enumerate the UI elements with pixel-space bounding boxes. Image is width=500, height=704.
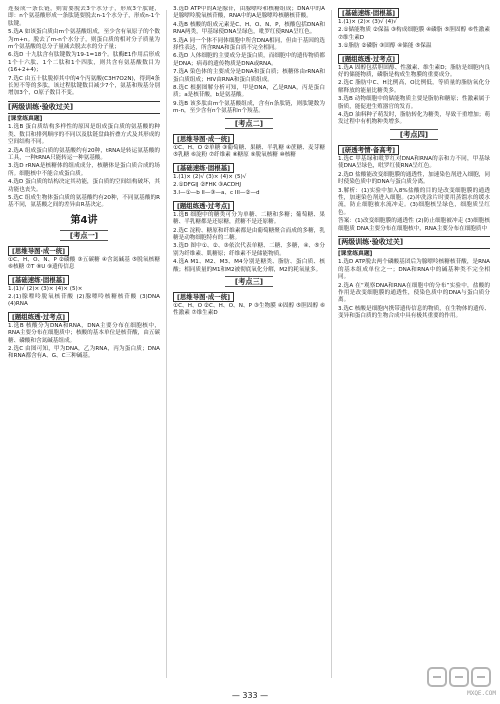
answer-paragraph: 1.选B 蛋白质结构多样性的原因是组成蛋白质的氨基酸的种类、数目和排列顺序的不同以及肽链盘曲折叠方式及其形成的空间结构不同。 — [8, 124, 160, 146]
lecture-title: 第4讲 — [70, 214, 98, 226]
answer-paragraph: 7.选C 由五十肽脱掉其中的4个丙氨酸(C3H7O2N)，得到4条长短不等的多肽，该过程肽键数目减少7个，氨基和羧基分别增加3个，O原子数目不变。 — [8, 75, 160, 97]
answer-paragraph: ①C、H、O、N、P ②磷酸 ③五碳糖 ④含氮碱基 ⑤脱氧核糖 ⑥核糖 ⑦T ⑧U ⑨遗传信息 — [8, 256, 160, 271]
answer-paragraph: 3.解析：(1)实验中加入8%盐酸的目的是改变细胞膜的通透性，加速染色剂进入细胞。(2)冲洗涂片时要用蒸馏水的缓水流，防止细胞被水流冲走。(3)细胞核呈绿色，细胞质呈红色。 — [338, 187, 490, 216]
answer-paragraph: 2.选C 由图可知，甲为DNA，乙为RNA，丙为蛋白质；DNA和RNA都含有A、G、C三种碱基。 — [8, 346, 160, 360]
answer-paragraph: 2.选A 组成蛋白质的氨基酸约有20种，tRNA是转运氨基酸的工具，一种tRNA只能转运一种氨基酸。 — [8, 147, 160, 161]
answer-paragraph: ①C、H、O ②C、H、O、N、P ③生物膜 ④固醇 ⑤胆固醇 ⑥性激素 ⑦维生素D — [173, 302, 325, 317]
answer-paragraph: 4.选B 核酸的组成元素是C、H、O、N、P，核酸包括DNA和RNA两类，甲基绿使DNA呈绿色，吡罗红使RNA呈红色。 — [173, 21, 325, 36]
box-heading: [思维导图·成一统] — [173, 292, 234, 302]
kaodian-heading — [8, 231, 160, 241]
answer-paragraph: 1.(1)× (2)√ (3)× (4)× (5)√ — [173, 173, 247, 180]
answer-paragraph: 2.选A 在“观察DNA和RNA在细胞中的分布”实验中，盐酸的作用是改变细胞膜的通透性，使染色质中的DNA与蛋白质分离。 — [338, 282, 490, 304]
answer-paragraph: 1.选B 细胞中的糖类可分为单糖、二糖和多糖；葡萄糖、果糖、半乳糖都是还原糖，蔗糖不是还原糖。 — [173, 211, 325, 226]
answer-paragraph: 5.选A 如该蛋白质由m个氨基酸组成，至少含有氧原子的个数为m+n。脱去了m-n个水分子，则蛋白质的相对分子质量为m个氨基酸的总分子量减去脱去水的分子量； — [8, 29, 160, 51]
answer-paragraph: 连接成一条长链，则需要脱去3个水分子，形成3个肽键，即：n个氨基酸形成一条肽链要脱去n-1个水分子，形成n-1个肽键。 — [8, 6, 160, 27]
box-heading: [基础速练·固根基] — [338, 8, 399, 18]
watermark-url: MXQE.COM — [467, 690, 496, 697]
kaodian-label: [考点四] — [390, 129, 438, 140]
answer-paragraph: 3.选D ATP中的A是腺苷，由腺嘌呤和核糖组成；DNA中的A是腺嘌呤脱氧核苷酸，RNA中的A是腺嘌呤核糖核苷酸。 — [173, 6, 325, 20]
answer-paragraph: 2.选C 淀粉、糖原和纤维素都是由葡萄糖聚合而成的多糖，乳糖是动物细胞特有的二糖。 — [173, 227, 325, 241]
answer-page — [8, 6, 492, 686]
answer-paragraph: 2.选D 盐酸能改变细胞膜的通透性，加速染色剂进入细胞，同时使染色质中的DNA与蛋白质分离。 — [338, 171, 490, 186]
answer-paragraph: 5.选A 同一个体不同体细胞中所含DNA相同，但由于基因的选择性表达，所含RNA和蛋白质不完全相同。 — [173, 37, 325, 52]
answer-paragraph: 3.选C 核酸是细胞内携带遗传信息的物质，在生物体的遗传、变异和蛋白质的生物合成中具有极其重要的作用。 — [338, 305, 490, 320]
box-heading: [研透考情·备高考] — [338, 145, 399, 155]
answer-paragraph: 8.选C 根据图解分析可知，甲是DNA，乙是RNA，丙是蛋白质；a是核苷酸，b是氨基酸。 — [173, 85, 325, 99]
kaodian-heading — [338, 130, 490, 140]
box-heading: [题组练透·过考点] — [173, 201, 234, 211]
answer-paragraph: 7.选A 染色体的主要成分是DNA和蛋白质；核糖体由rRNA和蛋白质组成；HIV由RNA和蛋白质组成。 — [173, 69, 325, 83]
kaodian-label: [考点三] — [225, 276, 273, 287]
answer-paragraph: 3.选D 图中①、②、③依次代表单糖、二糖、多糖，④、⑤分别为纤维素、肌糖原；纤维素不是储能物质。 — [173, 243, 325, 257]
answer-paragraph: 2.①储能物质 ②保温 ③构成细胞膜 ④磷脂 ⑤胆固醇 ⑥性激素 ⑦维生素D — [338, 27, 490, 41]
answer-paragraph: 2.(1)腺嘌呤脱氧核苷酸 (2)腺嘌呤核糖核苷酸 (3)DNA (4)RNA — [8, 293, 160, 308]
answer-paragraph: ①C、H、O ②单糖 ③葡萄糖、果糖、半乳糖 ④蔗糖、麦芽糖 ⑤乳糖 ⑥淀粉 ⑦纤维素 ⑧糖原 ⑨脱氧核糖 ⑩核糖 — [173, 144, 325, 159]
box-heading: [思维导图·成一统] — [173, 134, 234, 144]
subsection-heading: [课堂练真题] — [338, 250, 373, 257]
column-left — [8, 6, 160, 682]
column-divider — [331, 10, 332, 678]
answer-paragraph: 4.选D 蛋白质的结构决定其功能，蛋白质的空间结构破坏，其功能也丧失。 — [8, 179, 160, 193]
box-heading: [题组练透·过考点] — [8, 312, 69, 322]
answer-paragraph: 3.①脂肪 ②磷脂 ③固醇 ④储能 ⑤保温 — [338, 43, 432, 50]
answer-paragraph: 5.选C 组成生物体蛋白质的氨基酸约有20种，不同氨基酸的R基不同，氨基酸之间的差异由R基决定。 — [8, 194, 160, 209]
kaodian-heading — [173, 277, 325, 287]
answer-paragraph: 4.选D 油料种子萌发时，脂肪转化为糖类，导致干重增加；萌发过程中有机物种类增多。 — [338, 112, 490, 126]
box-heading: [基础速练·固根基] — [173, 163, 234, 173]
answer-paragraph: 9.选B 该多肽由m个氨基酸组成，含有n条肽链，则肽键数为m-n，至少含有n个氨基和n个羧基。 — [173, 100, 325, 115]
kaodian-label: [考点一] — [60, 230, 108, 241]
column-middle — [173, 6, 325, 682]
kaodian-heading — [173, 119, 325, 129]
answer-paragraph: 3.选B 动物细胞中的储能物质主要是脂肪和糖原；性激素属于脂质，能促进生殖器官的发育。 — [338, 96, 490, 110]
answer-paragraph: 1.选C 甲基绿和吡罗红对DNA和RNA的亲和力不同，甲基绿使DNA呈绿色，吡罗红使RNA呈红色。 — [338, 155, 490, 170]
answer-paragraph: 3.I—①—b II—③—a、c III—②—d — [173, 190, 260, 197]
answer-paragraph: 1.(1)× (2)× (3)√ (4)√ — [338, 19, 397, 25]
answer-paragraph: 1.(1)√ (2)× (3)× (4)× (5)× — [8, 285, 83, 292]
page-number: — 333 — — [231, 691, 269, 700]
answer-paragraph: 6.选D 人体细胞的主要成分是蛋白质，而细胞中的遗传物质都是DNA；病毒的遗传物质是DNA或RNA。 — [173, 53, 325, 67]
box-heading: [基础速练·固根基] — [8, 275, 69, 285]
answer-paragraph: 答案：(1)改变细胞膜的通透性 (2)防止细胞被冲走 (3)细胞核 细胞质 DNA主要分布在细胞核中，RNA主要分布在细胞质中 — [338, 218, 490, 232]
column-right — [338, 6, 490, 682]
subsection-heading: [课堂练真题] — [8, 115, 43, 122]
section-heading: [两级训练·验收过关] — [8, 101, 160, 114]
answer-paragraph: 6.选D 十九肽含有肽键数为19-1=18个。肽酶E1作用后形成1个十六肽、1个二肽和1个四肽，则共含有氨基酸数目为(16+2+4)； — [8, 52, 160, 74]
answer-paragraph: 1.选A 固醇包括胆固醇、性激素、维生素D；脂肪是细胞内良好的储能物质，磷脂是构成生物膜的重要成分。 — [338, 64, 490, 79]
answer-paragraph: 2.①DFGIJ ②FHK ③ACDHJ — [173, 181, 241, 188]
answer-paragraph: 3.选D rRNA是核糖体的组成成分，核糖体是蛋白质合成的场所。细胞核中不能合成蛋白质。 — [8, 163, 160, 177]
section-heading: [两级训练·验收过关] — [338, 236, 490, 249]
column-divider — [166, 10, 167, 678]
answer-paragraph: 4.选A M1、M2、M3、M4分别是糖类、脂肪、蛋白质、核酸；相同质量的M1和M2被彻底氧化分解，M2的耗氧量多。 — [173, 259, 325, 273]
box-heading: [思维导图·成一统] — [8, 246, 69, 256]
answer-paragraph: 1.选D ATP脱去两个磷酸基团后为腺嘌呤核糖核苷酸，是RNA的基本组成单位之一；DNA和RNA中的碱基种类不完全相同。 — [338, 259, 490, 281]
answer-paragraph: 1.选B 核酸分为DNA和RNA，DNA主要分布在细胞核中，RNA主要分布在细胞质中；核酸的基本单位是核苷酸，由五碳糖、磷酸和含氮碱基组成。 — [8, 322, 160, 344]
kaodian-label: [考点二] — [225, 118, 273, 129]
box-heading: [题组练透·过考点] — [338, 54, 399, 64]
answer-paragraph: 2.选C 脂肪中C、H比例高，O比例低，等质量的脂肪氧化分解释放的能量比糖类多。 — [338, 80, 490, 94]
